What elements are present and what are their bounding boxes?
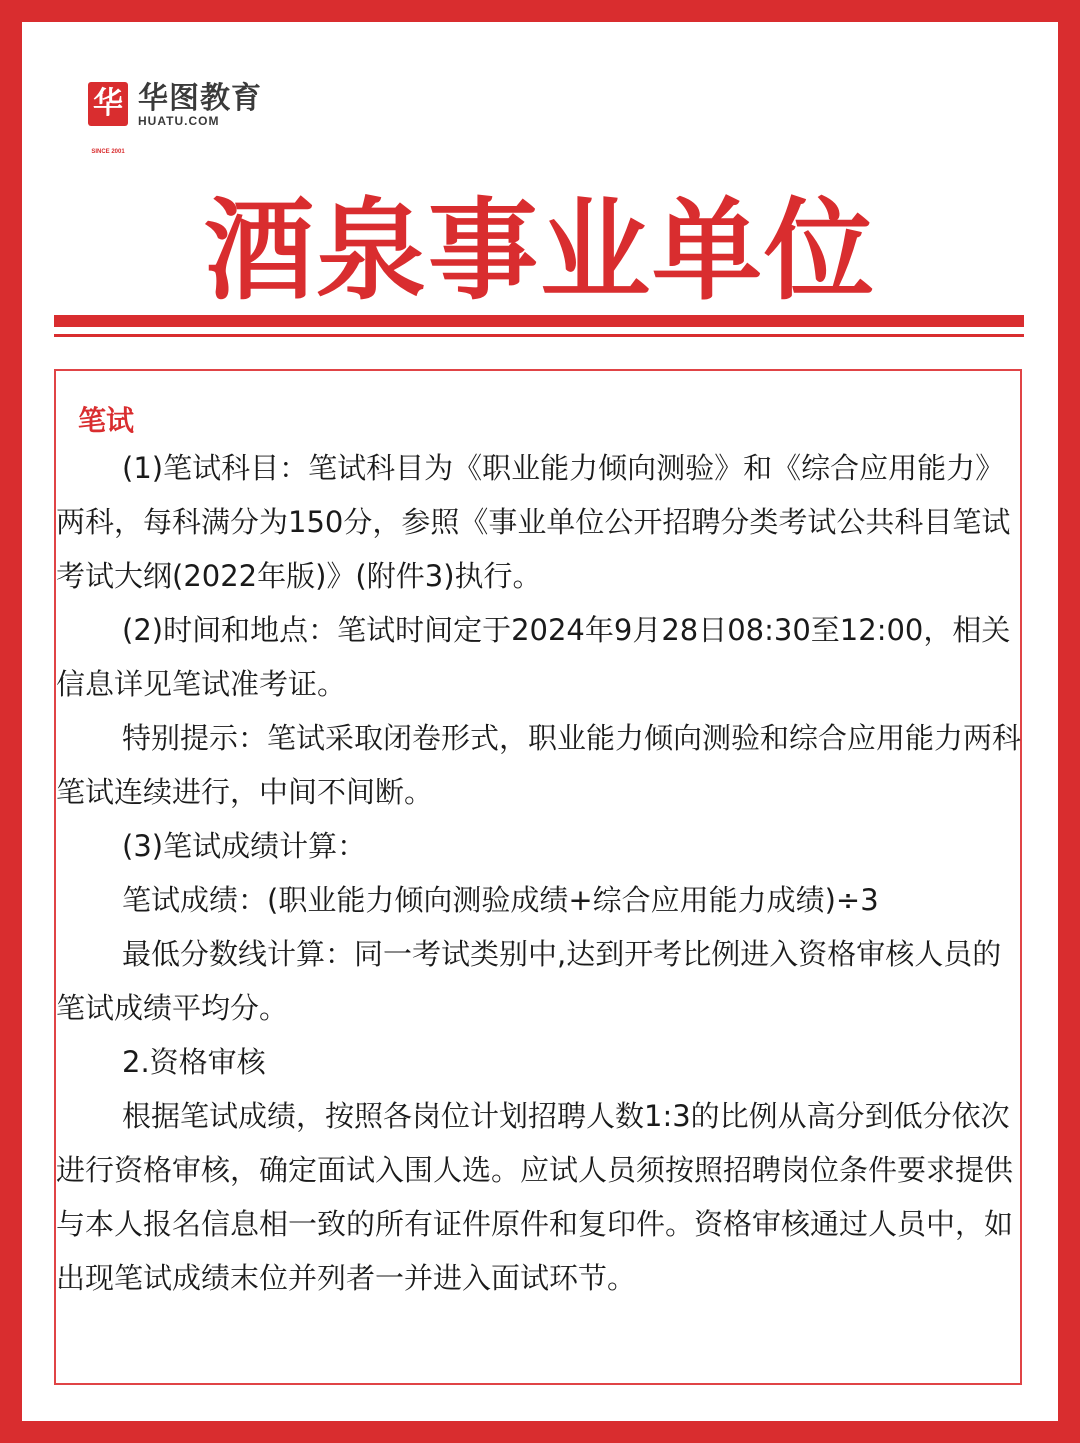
title-divider-thin <box>54 334 1024 337</box>
section-heading: 笔试 <box>78 404 135 437</box>
logo-url: HUATU.COM <box>138 114 220 128</box>
title-divider-thick <box>54 315 1024 327</box>
logo-mark-char: 华 <box>93 86 123 121</box>
logo-since: SINCE 2001 <box>91 149 125 155</box>
paragraph-qualification-review: 根据笔试成绩，按照各岗位计划招聘人数1:3的比例从高分到低分依次进行资格审核，确定面试入围人选。应试人员须按照招聘岗位条件要求提供与本人报名信息相一致的所有证件原件和复印件。资格审核通过人员中，如出现笔试成绩末位并列者一并进入面试环节。 <box>56 1099 1014 1295</box>
paragraph-qualification-heading: 2.资格审核 <box>122 1045 266 1079</box>
logo-name: 华图教育 <box>138 81 262 116</box>
content-box <box>54 369 1022 1385</box>
page-title: 酒泉事业单位 <box>204 186 876 315</box>
paragraph-min-score: 最低分数线计算：同一考试类别中,达到开考比例进入资格审核人员的笔试成绩平均分。 <box>56 937 1002 1025</box>
paragraph-score-calc-heading: (3)笔试成绩计算： <box>122 829 367 863</box>
paragraph-written-subjects: (1)笔试科目：笔试科目为《职业能力倾向测验》和《综合应用能力》两科，每科满分为150分，参照《事业单位公开招聘分类考试公共科目笔试考试大纲(2022年版)》(附件3)执行。 <box>56 451 1011 593</box>
huatu-logo <box>88 81 262 155</box>
logo-text <box>138 82 262 128</box>
logo-mark-icon <box>88 82 128 155</box>
paragraph-score-formula: 笔试成绩：(职业能力倾向测验成绩+综合应用能力成绩)÷3 <box>122 883 879 917</box>
content-body <box>56 441 1022 1305</box>
paragraph-special-notice: 特别提示：笔试采取闭卷形式，职业能力倾向测验和综合应用能力两科笔试连续进行，中间不间断。 <box>56 721 1022 809</box>
paragraph-time-place: (2)时间和地点：笔试时间定于2024年9月28日08:30至12:00，相关信息详见笔试准考证。 <box>56 613 1011 701</box>
poster-page <box>22 22 1058 1421</box>
